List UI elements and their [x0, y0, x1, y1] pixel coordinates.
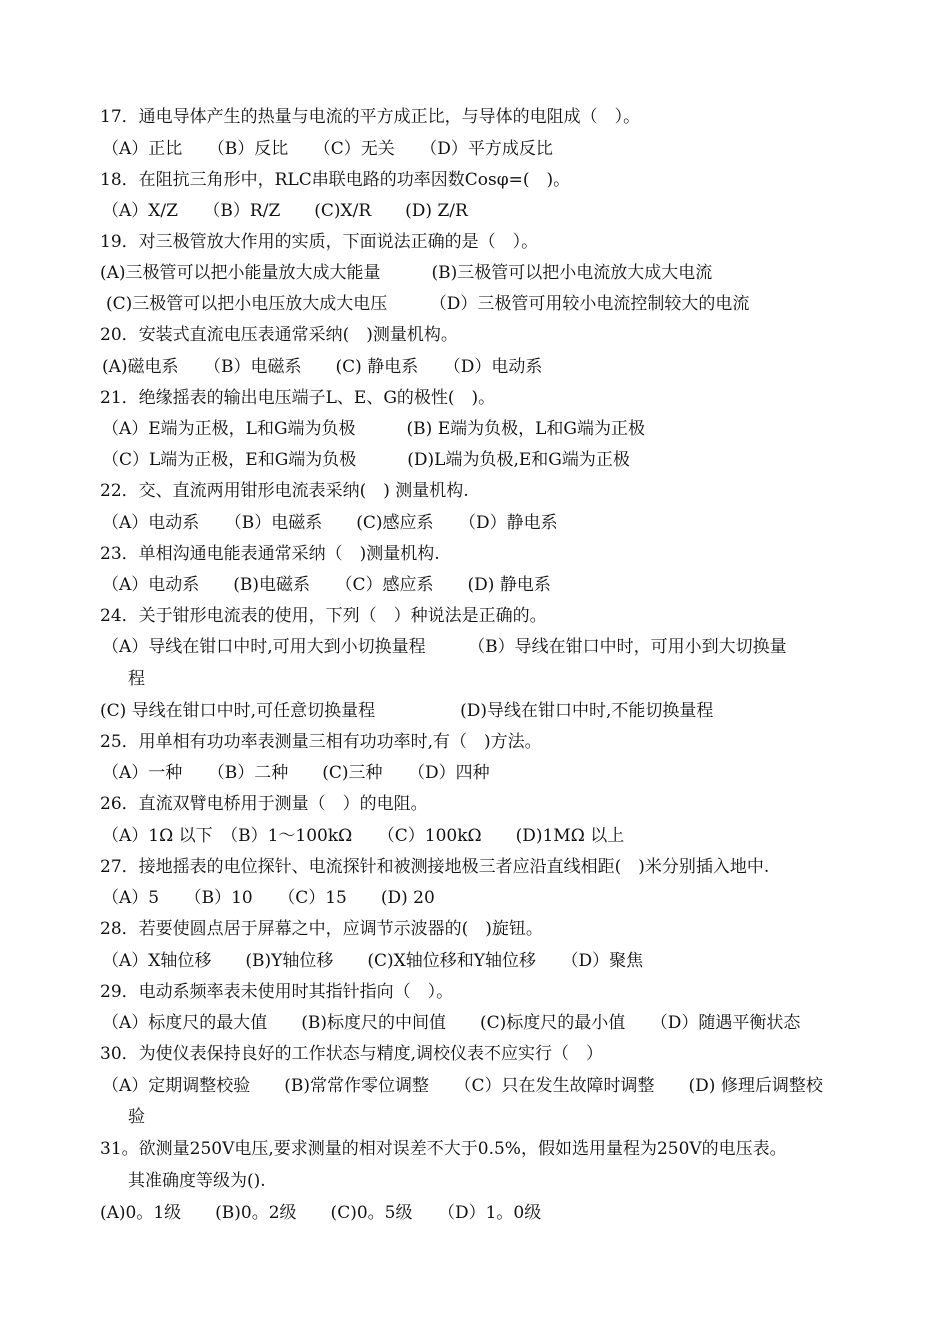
options-17: （A）正比 （B）反比 （C）无关 （D）平方成反比 [102, 139, 553, 159]
options-19-cd: (C)三极管可以把小电压放大成大电压 （D）三极管可用较小电流控制较大的电流 [106, 294, 750, 314]
options-30: （A）定期调整校验 (B)常常作零位调整 （C）只在发生故障时调整 (D) 修理后调整校 [102, 1076, 823, 1096]
options-19-ab: (A)三极管可以把小能量放大成大能量 (B)三极管可以把小电流放大成大电流 [100, 263, 713, 283]
options-30-cont: 验 [128, 1107, 145, 1127]
options-21-cd: （C）L端为正极，E和G端为负极 (D)L端为负极,E和G端为正极 [102, 450, 630, 470]
options-18: （A）X/Z （B）R/Z (C)X/R (D) Z/R [102, 201, 468, 221]
options-24-cd: (C) 导线在钳口中时,可任意切换量程 (D)导线在钳口中时,不能切换量程 [100, 701, 714, 721]
question-31: 31。欲测量250V电压,要求测量的相对误差不大于0.5%，假如选用量程为250V的电压表。 [100, 1139, 787, 1159]
options-31: (A)0。1级 (B)0。2级 (C)0。5级 （D）1。0级 [100, 1203, 542, 1223]
question-20: 20．安装式直流电压表通常采纳( )测量机构。 [100, 325, 458, 345]
options-24-ab: （A）导线在钳口中时,可用大到小切换量程 （B）导线在钳口中时，可用小到大切换量 [102, 637, 787, 657]
options-24-ab-cont: 程 [128, 669, 145, 689]
question-22: 22．交、直流两用钳形电流表采纳( ) 测量机构. [100, 481, 469, 501]
question-26: 26．直流双臂电桥用于测量（ ）的电阻。 [100, 794, 428, 814]
options-29: （A）标度尺的最大值 (B)标度尺的中间值 (C)标度尺的最小值 （D）随遇平衡状态 [102, 1013, 801, 1033]
question-29: 29．电动系频率表未使用时其指针指向（ ）。 [100, 982, 454, 1002]
question-27: 27．接地摇表的电位探针、电流探针和被测接地极三者应沿直线相距( )米分别插入地中. [100, 857, 770, 877]
options-21-ab: （A）E端为正极，L和G端为负极 (B) E端为负极，L和G端为正极 [102, 419, 645, 439]
options-22: （A）电动系 （B）电磁系 (C)感应系 （D）静电系 [102, 513, 558, 533]
question-18: 18．在阻抗三角形中，RLC串联电路的功率因数Cosφ=( )。 [100, 170, 571, 190]
question-30: 30．为使仪表保持良好的工作状态与精度,调校仪表不应实行（ ） [100, 1044, 604, 1064]
question-19: 19．对三极管放大作用的实质，下面说法正确的是（ ）。 [100, 232, 539, 252]
question-31-cont: 其准确度等级为(). [128, 1171, 266, 1191]
question-17: 17．通电导体产生的热量与电流的平方成正比，与导体的电阻成（ ）。 [100, 107, 641, 127]
question-24: 24．关于钳形电流表的使用，下列（ ）种说法是正确的。 [100, 606, 547, 626]
question-28: 28．若要使圆点居于屏幕之中，应调节示波器的( )旋钮。 [100, 919, 543, 939]
options-26: （A）1Ω 以下 （B）1～100kΩ （C）100kΩ (D)1MΩ 以上 [102, 826, 625, 846]
options-27: （A）5 （B）10 （C）15 (D) 20 [102, 888, 435, 908]
question-23: 23．单相沟通电能表通常采纳（ )测量机构. [100, 544, 440, 564]
question-25: 25．用单相有功功率表测量三相有功功率时,有（ )方法。 [100, 732, 542, 752]
options-28: （A）X轴位移 (B)Y轴位移 (C)X轴位移和Y轴位移 （D）聚焦 [102, 951, 644, 971]
question-21: 21．绝缘摇表的输出电压端子L、E、G的极性( )。 [100, 388, 496, 408]
options-25: （A）一种 （B）二种 (C)三种 （D）四种 [102, 763, 490, 783]
options-23: （A）电动系 (B)电磁系 （C）感应系 (D) 静电系 [102, 575, 551, 595]
options-20: (A)磁电系 （B）电磁系 (C) 静电系 （D）电动系 [102, 357, 543, 377]
